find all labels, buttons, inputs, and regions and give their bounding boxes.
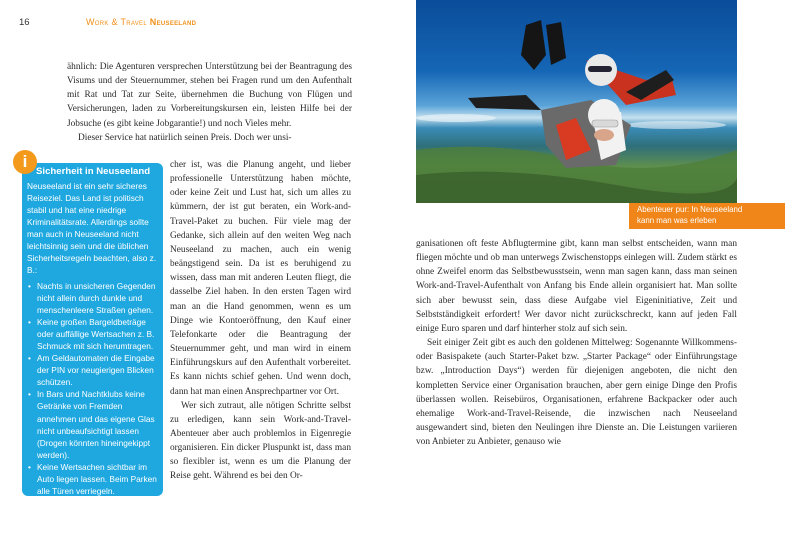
left-page <box>0 0 368 539</box>
caption-line: Abenteuer pur: In Neuseeland <box>637 205 743 214</box>
info-box-list <box>27 280 161 497</box>
body-column-narrow <box>170 158 351 484</box>
paragraph: cher ist, was die Planung angeht, und lieber professionelle Unterstützung haben möchte, oder keine Zeit und Lust hat, sich um alles zu kümmern, der ist gut beraten, ein Work-and-Travel-Paket zu buchen. Für viele mag der Gedanke, sich allein auf den weiten Weg nach Neuseeland zu machen, auch ein wenig beängstigend sein. Da ist es beruhigend zu wissen, dass man mit anderen Leuten fliegt, die dasselbe Ziel haben. In den ersten Tagen wird man an die Hand genommen, wenn es um Dinge wie Kontoeröffnung, den Kauf einer Telefonkarte oder die Beantragung der Steuernummer geht, und man wird in einem Einführungskurs auf den Aufenthalt vorbereitet. Es kann nichts schief gehen. Und wenn doch, dann hat man einen Ansprechpartner vor Ort. <box>170 160 351 397</box>
body-column-right <box>416 237 737 449</box>
paragraph: ganisationen oft feste Abflugtermine gibt, kann man selbst entscheiden, wann man fliegen möchte und ob man unterwegs Zwischenstopps einlegen will. Zudem stärkt es ohne Zweifel enorm das Selbstbewusstsein, wenn man sagen kann, dass man seinen Work-and-Travel-Aufenthalt von Anfang bis Ende allein organisiert hat. Man sollte sich aber bewusst sein, dass diese Aufgabe viel Eigeninitiative, Zeit und Selbstständigkeit erfordert! Wer davor nicht zurückschreckt, kann auf jeden Fall einige Euro sparen und darf hinterher stolz auf sich sein. <box>416 239 737 334</box>
info-box-intro: Neuseeland ist ein sehr sicheres Reiseziel. Das Land ist politisch stabil und hat eine niedrige Kriminalitätsrate. Allerdings sollte man auch in Neuseeland nicht leichtsinnig sein und die üblichen Sicherheitsregeln beachten, also z. B.: <box>27 181 157 276</box>
list-item: • Nachts in unsicheren Gegenden nicht allein durch dunkle und menschenleere Straßen gehen. <box>27 280 161 316</box>
photo-caption <box>629 203 785 229</box>
list-item: • Keine großen Bargeldbeträge oder auffällige Wertsachen z. B. Schmuck mit sich herumtragen. <box>27 316 161 352</box>
right-page <box>368 0 743 539</box>
caption-line: kann man was erleben <box>637 215 717 225</box>
skydiving-photo <box>416 0 743 225</box>
page-number: 16 <box>19 17 30 28</box>
paragraph: Wer sich zutraut, alle nötigen Schritte selbst zu erledigen, kann sein Work-and-Travel-Abenteuer aber auch problemlos in Eigenregie organisieren. Ein dicker Pluspunkt ist, dass man so flexibler ist, wenn es um die Planung der Reise geht. Während es bei den Or- <box>170 400 351 482</box>
running-header <box>86 17 196 27</box>
list-item: • Keine Wertsachen sichtbar im Auto liegen lassen. Beim Parken alle Türen verriegeln. <box>27 461 161 497</box>
info-box-safety <box>22 163 163 496</box>
paragraph: Dieser Service hat natürlich seinen Preis. Doch wer unsi- <box>78 132 292 143</box>
running-header-bold: Neuseeland <box>149 17 197 27</box>
running-header-prefix: Work & Travel <box>86 17 147 27</box>
paragraph: ähnlich: Die Agenturen versprechen Unterstützung bei der Beantragung des Visums und der Steuernummer, stehen bei Fragen rund um den Aufenthalt mit Rat und Tat zur Seite, übernehmen die Buchung von Flügen und Versicherungen, laden zu Vorbereitungskursen ein, leisten Hilfe bei der Jobsuche (es gibt keine Jobgarantie!) und noch Vieles mehr. <box>67 62 352 129</box>
info-icon: i <box>13 150 37 174</box>
list-item: • In Bars und Nachtklubs keine Getränke von Fremden annehmen und das eigene Glas nicht unbeaufsichtigt lassen (Drogen könnten hineingekippt werden). <box>27 388 161 460</box>
skydivers-illustration <box>416 0 737 203</box>
body-column-top <box>67 60 352 145</box>
list-item: • Am Geldautomaten die Eingabe der PIN vor neugierigen Blicken schützen. <box>27 352 161 388</box>
paragraph: Seit einiger Zeit gibt es auch den goldenen Mittelweg: Sogenannte Willkommens- oder Basispakete (auch Starter-Paket bzw. „Starter Package“ oder Einführungstage bzw. „Introduction Days“) werden für diejenigen angeboten, die nicht den kompletten Service einer Organisation brauchen, aber gern einige Dinge den Profis überlassen wollen. Reisebüros, Organisationen, erfahrene Backpacker oder auch ehemalige Work-and-Travel-Reisende, die inzwischen nach Neuseeland ausgewandert sind, bieten den Neulingen ihre Dienste an. Die Leistungen variieren von Anbieter zu Anbieter, genauso wie <box>416 338 737 448</box>
info-box-title: Sicherheit in Neuseeland <box>36 166 151 177</box>
